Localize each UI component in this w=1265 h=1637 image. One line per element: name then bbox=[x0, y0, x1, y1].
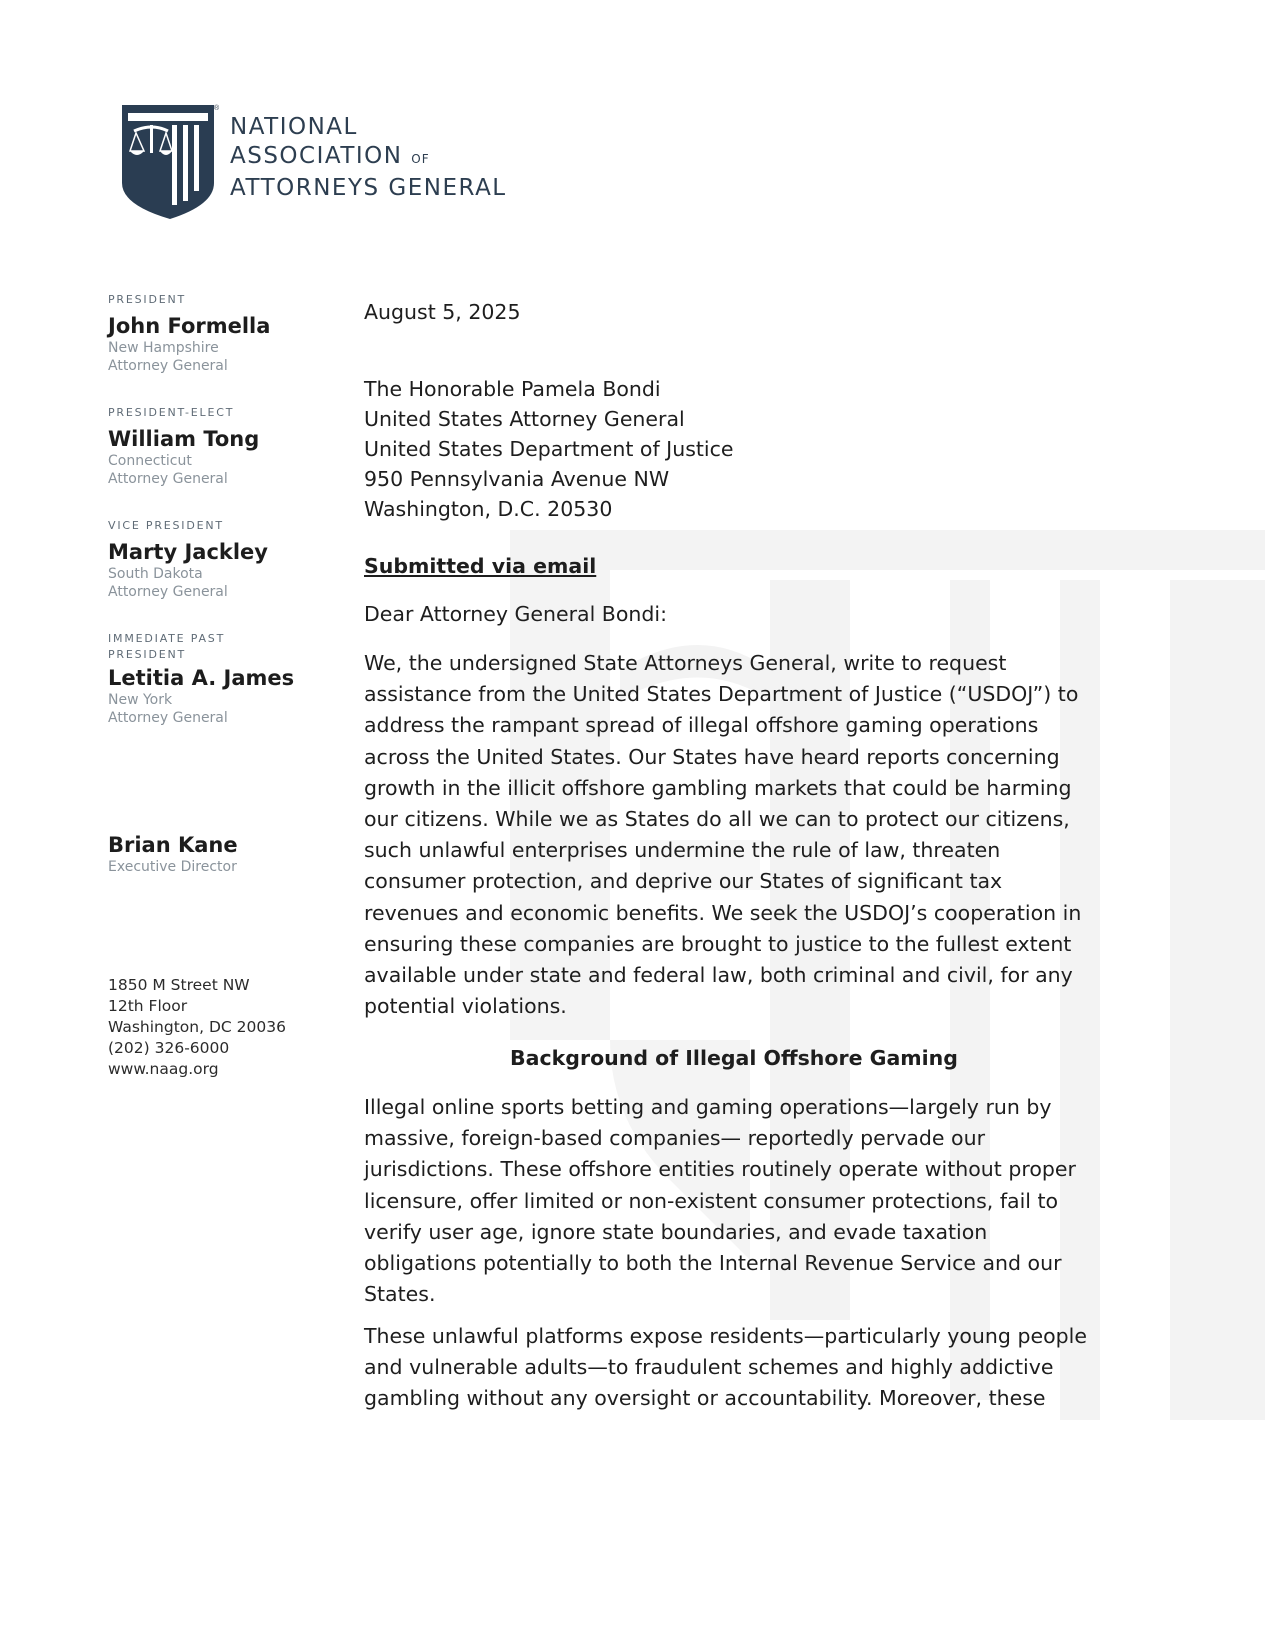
officer-title: Attorney General bbox=[108, 584, 228, 600]
officer-name: Marty Jackley bbox=[108, 540, 268, 564]
naag-address bbox=[108, 975, 286, 1080]
address-line: 12th Floor bbox=[108, 997, 188, 1015]
officer-state: New Hampshire bbox=[108, 340, 219, 356]
officer-president-elect bbox=[108, 405, 259, 488]
officer-president bbox=[108, 292, 270, 375]
registered-mark: ® bbox=[214, 105, 220, 112]
officer-role: PRESIDENT-ELECT bbox=[108, 406, 235, 419]
submitted-via-email: Submitted via email bbox=[364, 554, 597, 578]
recipient-line: United States Department of Justice bbox=[364, 437, 734, 461]
address-line: Washington, DC 20036 bbox=[108, 1018, 286, 1036]
paragraph-harms: These unlawful platforms expose residents—particularly young people and vulnerable adults—to fraudulent schemes and highly addictive gambling without any oversight or accountability. Moreover, these bbox=[364, 1324, 1087, 1411]
officer-role: IMMEDIATE PAST bbox=[108, 632, 226, 645]
officer-title: Attorney General bbox=[108, 358, 228, 374]
officer-name: John Formella bbox=[108, 314, 271, 338]
logo-line-2: ASSOCIATION OF bbox=[230, 143, 430, 169]
logo-line-1: NATIONAL bbox=[230, 114, 358, 140]
officer-title: Attorney General bbox=[108, 471, 228, 487]
officer-state: Connecticut bbox=[108, 453, 192, 469]
logo-line-3: ATTORNEYS GENERAL bbox=[230, 175, 507, 201]
officer-role: VICE PRESIDENT bbox=[108, 519, 224, 532]
phone-number: (202) 326-6000 bbox=[108, 1039, 230, 1057]
paragraph-intro: We, the undersigned State Attorneys General, write to request assistance from the United States Department of Justice (“USDOJ”) to address the rampant spread of illegal offshore gaming operations across the United States. Our States have heard reports concerning growth in the illicit offshore gambling markets that could be harming our citizens. While we as States do all we can to protect our citizens, such unlawful enterprises undermine the rule of law, threaten consumer protection, and deprive our States of significant tax revenues and economic benefits. We seek the USDOJ’s cooperation in ensuring these companies are brought to justice to the fullest extent available under state and federal law, both criminal and civil, for any potential violations. bbox=[364, 651, 1082, 1019]
director-name: Brian Kane bbox=[108, 833, 238, 857]
executive-director bbox=[108, 827, 238, 876]
recipient-block bbox=[364, 374, 734, 524]
director-title: Executive Director bbox=[108, 859, 237, 875]
officer-state: South Dakota bbox=[108, 566, 203, 582]
recipient-line: United States Attorney General bbox=[364, 407, 685, 431]
officer-immediate-past-president bbox=[108, 631, 294, 727]
officer-role: PRESIDENT bbox=[108, 648, 187, 661]
officer-role: PRESIDENT bbox=[108, 293, 187, 306]
officer-name: Letitia A. James bbox=[108, 666, 295, 690]
officer-title: Attorney General bbox=[108, 710, 228, 726]
section-heading: Background of Illegal Offshore Gaming bbox=[510, 1046, 958, 1070]
officer-state: New York bbox=[108, 692, 173, 708]
recipient-line: The Honorable Pamela Bondi bbox=[364, 377, 661, 401]
naag-logo bbox=[122, 105, 582, 220]
paragraph-background: Illegal online sports betting and gaming operations—largely run by massive, foreign-based companies— reportedly pervade our jurisdictions. These offshore entities routinely operate without proper licensure, offer limited or non-existent consumer protections, fail to verify user age, ignore state boundaries, and evade taxation obligations potentially to both the Internal Revenue Service and our States. bbox=[364, 1095, 1076, 1307]
salutation: Dear Attorney General Bondi: bbox=[364, 602, 668, 626]
officer-name: William Tong bbox=[108, 427, 260, 451]
letter-date: August 5, 2025 bbox=[364, 300, 521, 324]
officer-vice-president bbox=[108, 518, 268, 601]
address-line: 1850 M Street NW bbox=[108, 976, 250, 994]
recipient-line: 950 Pennsylvania Avenue NW bbox=[364, 467, 670, 491]
recipient-line: Washington, D.C. 20530 bbox=[364, 497, 613, 521]
shield-scales-icon bbox=[122, 105, 222, 219]
logo-wordmark bbox=[230, 113, 507, 203]
website-link[interactable]: www.naag.org bbox=[108, 1060, 219, 1078]
